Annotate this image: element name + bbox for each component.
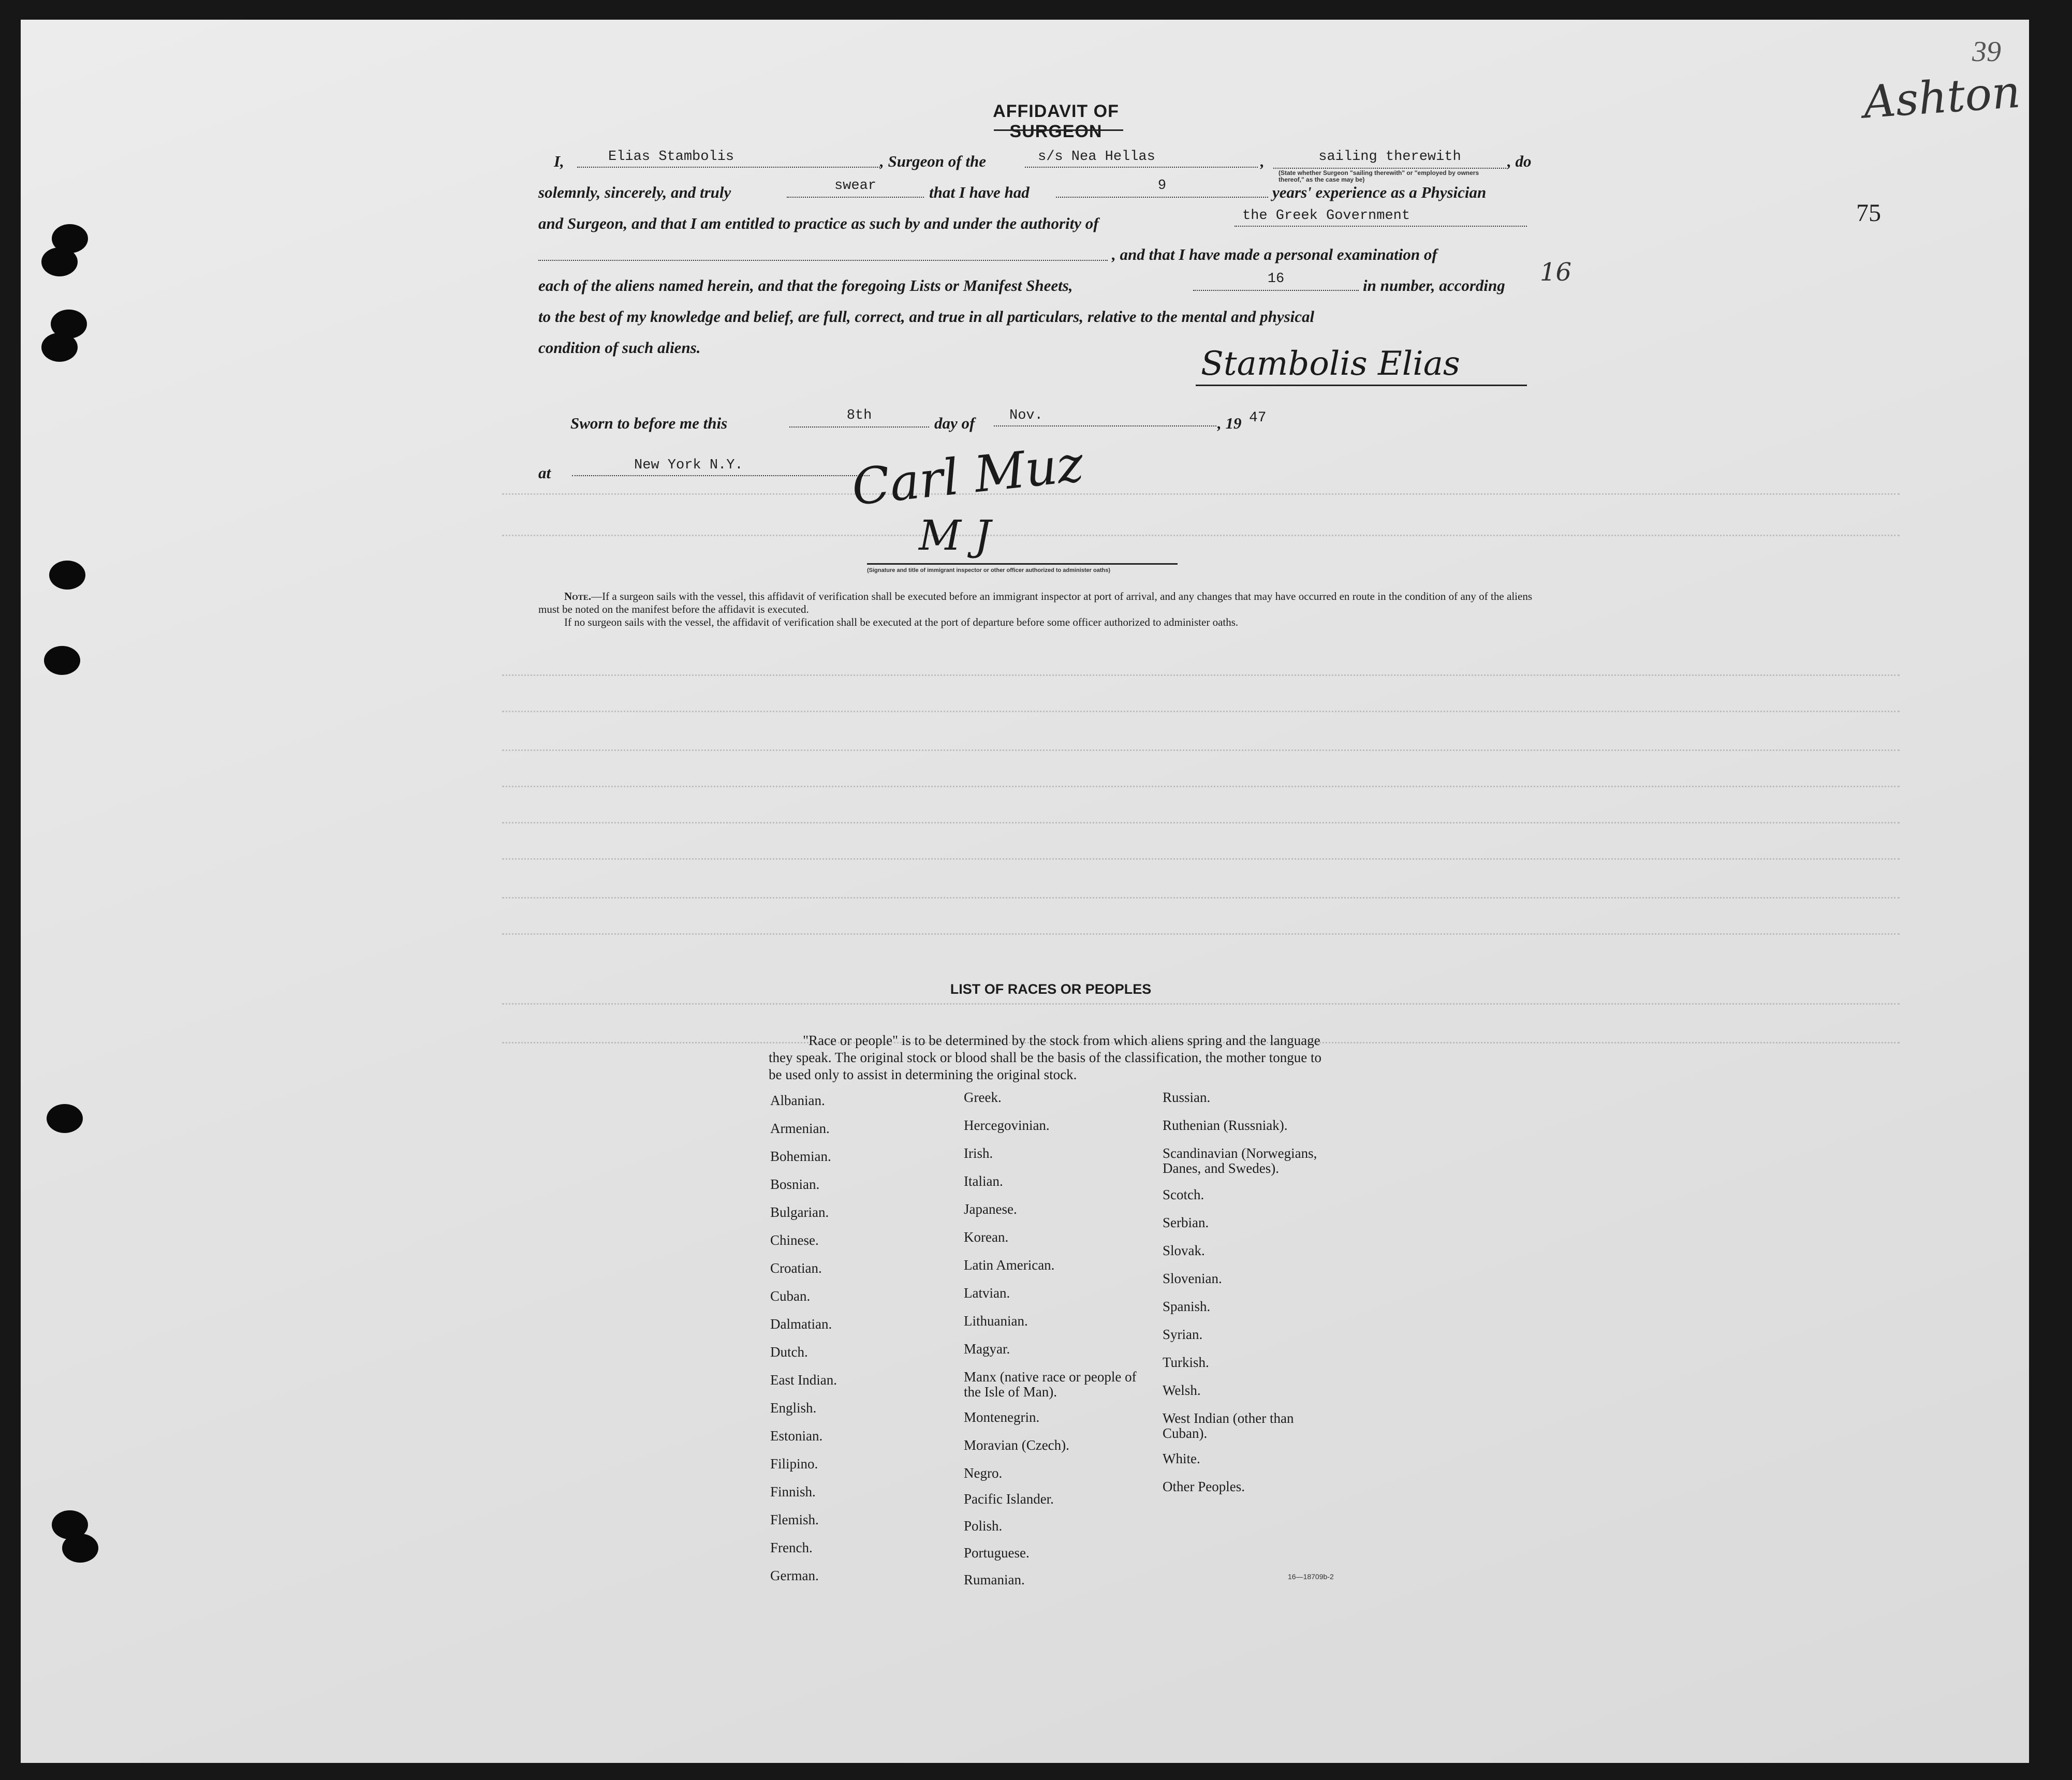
binder-hole — [49, 561, 85, 590]
races-description: "Race or people" is to be determined by the stock from which aliens spring and the language they speak. The original stock or blood shall be the basis of the classification, the mother tongue to be used only to assist in determining the original stock. — [769, 1033, 1322, 1082]
race-item: Syrian. — [1163, 1327, 1203, 1342]
binder-hole — [47, 1104, 83, 1133]
pencil-annotation: Ashton — [1861, 66, 2022, 129]
race-item: Bosnian. — [770, 1176, 820, 1192]
affidavit-text: , 19 — [1217, 414, 1242, 432]
bleed-through-row — [502, 933, 1900, 936]
affidavit-text: , — [1260, 152, 1265, 170]
surgeon-signature: Stambolis Elias — [1201, 345, 1460, 383]
race-item: Scandinavian (Norwegians, Danes, and Swedes). — [1163, 1145, 1317, 1176]
affidavit-prefix: I, — [554, 152, 564, 170]
race-item: Irish. — [964, 1145, 993, 1161]
affidavit-text: , do — [1507, 152, 1532, 170]
race-item: Latin American. — [964, 1257, 1055, 1273]
race-item: Italian. — [964, 1173, 1003, 1189]
binder-hole — [41, 247, 78, 276]
race-item: West Indian (other than Cuban). — [1163, 1410, 1294, 1441]
inspector-signature: Carl Muz — [849, 434, 1086, 517]
bleed-through-row — [502, 858, 1900, 861]
affidavit-line-1 — [538, 149, 1532, 183]
inspector-initials: M J — [919, 511, 991, 560]
affidavit-text: day of — [934, 414, 975, 432]
inspector-signature-block — [831, 434, 1183, 579]
race-item: Scotch. — [1163, 1187, 1204, 1202]
surgeon-signature-line — [1196, 385, 1527, 386]
affidavit-line-3 — [538, 208, 1527, 240]
binder-hole — [41, 333, 78, 362]
affidavit-line-7: condition of such aliens. — [538, 339, 701, 357]
years-field: 9 — [1056, 178, 1268, 198]
affidavit-text: , and that I have made a personal examination of — [1112, 245, 1437, 263]
race-item: Negro. — [964, 1465, 1003, 1481]
race-item: Lithuanian. — [964, 1313, 1028, 1329]
binder-hole — [44, 646, 80, 675]
affidavit-text: in number, according — [1363, 276, 1505, 295]
note-paragraph-1 — [538, 590, 1532, 616]
race-item: Spanish. — [1163, 1299, 1211, 1314]
race-item: Russian. — [1163, 1090, 1211, 1105]
race-item: Albanian. — [770, 1093, 825, 1108]
surgeon-name-field: Elias Stambolis — [577, 149, 880, 168]
race-item: Greek. — [964, 1090, 1002, 1105]
binder-hole — [62, 1534, 98, 1563]
race-item: Filipino. — [770, 1456, 818, 1472]
affidavit-text: that I have had — [929, 183, 1030, 201]
affidavit-line-4 — [538, 245, 1527, 271]
affidavit-text: years' experience as a Physician — [1272, 183, 1487, 201]
sheet-number: 75 — [1856, 199, 1881, 227]
place-field: New York N.Y. — [572, 458, 870, 476]
race-item: Bulgarian. — [770, 1204, 829, 1220]
vessel-name-field: s/s Nea Hellas — [1025, 149, 1258, 168]
race-item: East Indian. — [770, 1372, 837, 1388]
sworn-month-field: Nov. — [994, 408, 1216, 426]
race-item: Moravian (Czech). — [964, 1437, 1069, 1453]
bleed-through-row — [502, 535, 1900, 537]
bleed-through-row — [502, 822, 1900, 825]
affidavit-text: and Surgeon, and that I am entitled to practice as such by and under the authority of — [538, 214, 1099, 232]
sworn-line — [538, 408, 1527, 440]
authority-field: the Greek Government — [1235, 208, 1527, 227]
sailing-status-note: (State whether Surgeon "sailing therewith" or "employed by owners thereof," as the case may be) — [1279, 169, 1479, 183]
bleed-through-row — [502, 493, 1900, 496]
race-item: German. — [770, 1568, 819, 1583]
bleed-through-row — [502, 1003, 1900, 1006]
bleed-through-row — [502, 711, 1900, 713]
affidavit-text: Sworn to before me this — [570, 414, 728, 432]
race-item: Korean. — [964, 1229, 1009, 1245]
affidavit-text: at — [538, 464, 551, 482]
race-item: Bohemian. — [770, 1149, 831, 1164]
title-underline — [994, 129, 1123, 131]
bleed-through-row — [502, 674, 1900, 677]
race-item: Turkish. — [1163, 1355, 1209, 1370]
race-item: Other Peoples. — [1163, 1479, 1245, 1494]
race-item: Flemish. — [770, 1512, 819, 1527]
margin-count: 16 — [1540, 258, 1572, 287]
oath-field: swear — [787, 178, 924, 198]
race-item: Polish. — [964, 1518, 1003, 1534]
race-item: Dutch. — [770, 1344, 808, 1360]
note-label: Note. — [564, 590, 592, 602]
race-item: Finnish. — [770, 1484, 816, 1499]
form-number: 16—18709b-2 — [1288, 1572, 1334, 1581]
race-item: Pacific Islander. — [964, 1491, 1054, 1507]
bleed-through-row — [502, 786, 1900, 788]
note-text-1: —If a surgeon sails with the vessel, this affidavit of verification shall be executed before an immigrant inspector at port of arrival, and any changes that may have occurred en route in the condition of any of the aliens must be noted on the manifest before the affidavit is executed. — [538, 590, 1532, 615]
race-item: Ruthenian (Russniak). — [1163, 1117, 1288, 1133]
affidavit-text: each of the aliens named herein, and that the foregoing Lists or Manifest Sheets, — [538, 276, 1073, 295]
race-item: Japanese. — [964, 1201, 1017, 1217]
race-item: Manx (native race or people of the Isle of Man). — [964, 1369, 1137, 1400]
race-item: Magyar. — [964, 1341, 1010, 1357]
race-item: Hercegovinian. — [964, 1117, 1050, 1133]
race-item: Latvian. — [964, 1285, 1010, 1301]
bleed-through-row — [502, 749, 1900, 752]
affidavit-note — [538, 590, 1532, 629]
sworn-year-field: 47 — [1249, 410, 1267, 426]
race-item: Portuguese. — [964, 1545, 1030, 1561]
race-item: Rumanian. — [964, 1572, 1025, 1587]
race-item: Montenegrin. — [964, 1409, 1040, 1425]
document-page — [21, 20, 2029, 1763]
race-item: Slovenian. — [1163, 1271, 1222, 1286]
affidavit-line-2 — [538, 178, 1527, 209]
race-item: White. — [1163, 1451, 1200, 1466]
race-item: Croatian. — [770, 1260, 822, 1276]
bleed-through-row — [502, 897, 1900, 900]
affidavit-line-5 — [538, 271, 1527, 302]
sailing-status-field: sailing therewith — [1273, 149, 1506, 169]
affidavit-text: , Surgeon of the — [880, 152, 986, 170]
race-item: Serbian. — [1163, 1215, 1209, 1230]
affidavit-title: AFFIDAVIT OF SURGEON — [993, 101, 1119, 141]
races-list-title: LIST OF RACES OR PEOPLES — [950, 981, 1152, 997]
inspector-signature-line — [867, 563, 1178, 565]
note-text-2: If no surgeon sails with the vessel, the affidavit of verification shall be executed at the port of departure before some officer authorized to administer oaths. — [564, 616, 1239, 628]
page-number: 39 — [1972, 36, 2001, 68]
race-item: Dalmatian. — [770, 1316, 832, 1332]
sheets-count-field: 16 — [1193, 271, 1359, 291]
signature-caption: (Signature and title of immigrant inspector or other officer authorized to administer oaths) — [867, 567, 1110, 573]
race-item: French. — [770, 1540, 813, 1555]
race-item: Slovak. — [1163, 1243, 1205, 1258]
race-item: Welsh. — [1163, 1382, 1201, 1398]
affidavit-text: solemnly, sincerely, and truly — [538, 183, 731, 201]
race-item: Chinese. — [770, 1232, 819, 1248]
race-item: Estonian. — [770, 1428, 823, 1444]
authority-continuation-field — [538, 241, 1108, 261]
sworn-day-field: 8th — [789, 408, 929, 428]
race-item: English. — [770, 1400, 817, 1416]
race-item: Cuban. — [770, 1288, 811, 1304]
race-item: Armenian. — [770, 1121, 830, 1136]
affidavit-line-6: to the best of my knowledge and belief, are full, correct, and true in all particulars, relative to the mental and physical — [538, 307, 1315, 326]
